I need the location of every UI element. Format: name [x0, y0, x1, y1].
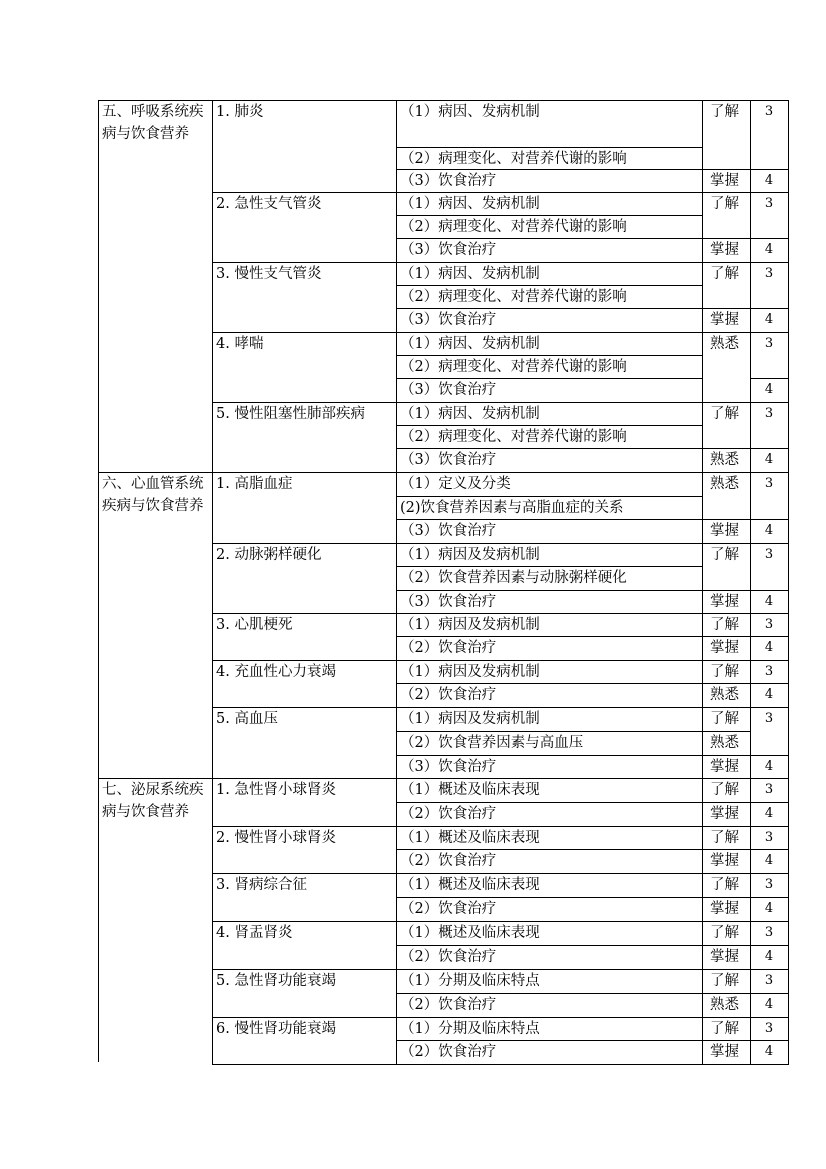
item-text: （2）饮食治疗 — [400, 640, 497, 656]
item-text: （1）病因及发病机制 — [400, 664, 540, 680]
score-cell: 3 — [764, 664, 774, 679]
rule-v — [750, 192, 751, 262]
rule-v — [702, 472, 703, 543]
rule-v — [702, 613, 703, 660]
rule-v — [788, 332, 789, 402]
item-text: （1）概述及临床表现 — [400, 877, 540, 893]
rule-v — [788, 1017, 789, 1064]
rule-v — [750, 969, 751, 1017]
rule-v — [702, 707, 703, 778]
topic-name: 5. 急性肾功能衰竭 — [216, 973, 336, 989]
item-text: （2）饮食治疗 — [400, 997, 497, 1013]
level-cell: 了解 — [710, 973, 739, 989]
item-text: （1）概述及临床表现 — [400, 830, 540, 846]
item-text: （1）病因、发病机制 — [400, 406, 540, 422]
item-text: （2）饮食治疗 — [400, 853, 497, 869]
item-text: （2）饮食营养因素与动脉粥样硬化 — [400, 570, 627, 586]
topic-name: 4. 哮喘 — [216, 336, 264, 352]
topic-name: 3. 慢性支气管炎 — [216, 266, 322, 282]
rule-v — [212, 873, 213, 921]
rule-v — [750, 100, 751, 192]
rule-v — [788, 921, 789, 969]
rule-v — [396, 262, 397, 332]
rule-v — [396, 1017, 397, 1064]
rule-v — [788, 100, 789, 192]
rule-v — [212, 100, 213, 192]
rule-v — [750, 1017, 751, 1064]
rule-v — [788, 778, 789, 826]
rule-v — [98, 100, 99, 1062]
topic-name: 2. 急性支气管炎 — [216, 196, 322, 212]
rule-v — [788, 969, 789, 1017]
section-title: 五、呼吸系统疾病与饮食营养 — [102, 104, 204, 142]
level-cell: 了解 — [710, 406, 739, 422]
score-cell: 3 — [764, 547, 774, 562]
level-cell: 了解 — [710, 830, 739, 846]
rule-v — [396, 921, 397, 969]
level-cell: 了解 — [710, 664, 739, 680]
rule-v — [750, 332, 751, 402]
item-text: （2）病理变化、对营养代谢的影响 — [400, 151, 627, 167]
topic-name: 5. 慢性阻塞性肺部疾病 — [216, 406, 365, 422]
item-text: （1）定义及分类 — [400, 476, 511, 492]
rule-v — [788, 826, 789, 873]
topic-name: 4. 充血性心力衰竭 — [216, 664, 336, 680]
score-cell: 4 — [764, 594, 774, 609]
rule-v — [396, 707, 397, 778]
rule-v — [750, 778, 751, 826]
score-cell: 4 — [764, 901, 774, 916]
item-text: （2）饮食营养因素与高血压 — [400, 735, 584, 751]
rule-v — [788, 192, 789, 262]
item-text: （1）病因及发病机制 — [400, 711, 540, 727]
rule-v — [788, 660, 789, 707]
rule-v — [750, 921, 751, 969]
rule-v — [396, 332, 397, 402]
item-text: （3）饮食治疗 — [400, 173, 497, 189]
rule-v — [212, 192, 213, 262]
level-cell: 掌握 — [710, 312, 739, 328]
rule-v — [396, 192, 397, 262]
topic-name: 3. 肾病综合征 — [216, 877, 307, 893]
topic-name: 1. 肺炎 — [216, 104, 264, 120]
item-text: （3）饮食治疗 — [400, 382, 497, 398]
level-cell: 了解 — [710, 877, 739, 893]
rule-v — [702, 262, 703, 332]
score-cell: 3 — [764, 782, 774, 797]
rule-v — [396, 969, 397, 1017]
item-text: （3）饮食治疗 — [400, 312, 497, 328]
score-cell: 3 — [764, 104, 774, 119]
score-cell: 4 — [764, 640, 774, 655]
level-cell: 了解 — [710, 711, 739, 727]
rule-v — [212, 472, 213, 543]
rule-v — [750, 262, 751, 332]
score-cell: 3 — [764, 336, 774, 351]
score-cell: 4 — [764, 759, 774, 774]
rule-v — [396, 826, 397, 873]
item-text: （3）饮食治疗 — [400, 242, 497, 258]
item-text: （2）饮食治疗 — [400, 949, 497, 965]
rule-v — [212, 613, 213, 660]
rule-v — [750, 660, 751, 707]
rule-v — [212, 707, 213, 778]
score-cell: 4 — [764, 312, 774, 327]
rule-v — [702, 402, 703, 472]
rule-v — [212, 402, 213, 472]
rule-v — [212, 262, 213, 332]
item-text: （1）病因、发病机制 — [400, 104, 540, 120]
level-cell: 掌握 — [710, 523, 739, 539]
item-text: （2）病理变化、对营养代谢的影响 — [400, 359, 627, 375]
topic-name: 5. 高血压 — [216, 711, 278, 727]
level-cell: 了解 — [710, 1021, 739, 1037]
item-text: （1）病因、发病机制 — [400, 266, 540, 282]
item-text: （1）病因、发病机制 — [400, 336, 540, 352]
rule-v — [396, 613, 397, 660]
item-text: （2）饮食治疗 — [400, 687, 497, 703]
score-cell: 4 — [764, 806, 774, 821]
rule-v — [212, 660, 213, 707]
rule-v — [788, 472, 789, 543]
item-text: （3）饮食治疗 — [400, 594, 497, 610]
rule-v — [788, 873, 789, 921]
rule-v — [396, 543, 397, 613]
item-text: （1）概述及临床表现 — [400, 925, 540, 941]
score-cell: 3 — [764, 476, 774, 491]
level-cell: 掌握 — [710, 1044, 739, 1060]
rule-v — [702, 660, 703, 707]
rule-v — [396, 402, 397, 472]
item-text: （1）病因、发病机制 — [400, 196, 540, 212]
rule-v — [396, 100, 397, 192]
level-cell: 了解 — [710, 617, 739, 633]
rule-v — [788, 543, 789, 613]
topic-name: 1. 高脂血症 — [216, 476, 293, 492]
score-cell: 3 — [764, 925, 774, 940]
level-cell: 掌握 — [710, 759, 739, 775]
rule-v — [212, 1017, 213, 1064]
level-cell: 熟悉 — [710, 452, 739, 468]
rule-v — [396, 778, 397, 826]
score-cell: 3 — [764, 266, 774, 281]
item-text: （2）病理变化、对营养代谢的影响 — [400, 429, 627, 445]
score-cell: 4 — [764, 523, 774, 538]
section-title: 七、泌尿系统疾病与饮食营养 — [102, 782, 204, 820]
rule-v — [702, 826, 703, 873]
level-cell: 熟悉 — [710, 997, 739, 1013]
rule-v — [702, 543, 703, 613]
score-cell: 3 — [764, 1021, 774, 1036]
level-cell: 掌握 — [710, 640, 739, 656]
score-cell: 4 — [764, 382, 774, 397]
item-text: （1）病因及发病机制 — [400, 547, 540, 563]
level-cell: 掌握 — [710, 242, 739, 258]
rule-v — [702, 873, 703, 921]
level-cell: 熟悉 — [710, 476, 739, 492]
rule-v — [702, 332, 703, 402]
topic-name: 3. 心肌梗死 — [216, 617, 293, 633]
rule-v — [702, 1017, 703, 1064]
rule-v — [212, 332, 213, 402]
level-cell: 了解 — [710, 104, 739, 120]
score-cell: 3 — [764, 196, 774, 211]
rule-v — [396, 472, 397, 543]
rule-v — [212, 778, 213, 826]
level-cell: 了解 — [710, 547, 739, 563]
score-cell: 4 — [764, 452, 774, 467]
level-cell: 掌握 — [710, 594, 739, 610]
level-cell: 了解 — [710, 782, 739, 798]
item-text: (2)饮食营养因素与高脂血症的关系 — [400, 500, 624, 516]
rule-v — [212, 921, 213, 969]
score-cell: 4 — [764, 687, 774, 702]
topic-name: 4. 肾盂肾炎 — [216, 925, 293, 941]
rule-v — [396, 873, 397, 921]
rule-v — [702, 969, 703, 1017]
rule-v — [702, 192, 703, 262]
rule-v — [788, 707, 789, 778]
item-text: （2）饮食治疗 — [400, 901, 497, 917]
score-cell: 4 — [764, 1044, 774, 1059]
score-cell: 4 — [764, 997, 774, 1012]
topic-name: 1. 急性肾小球肾炎 — [216, 782, 336, 798]
score-cell: 4 — [764, 949, 774, 964]
item-text: （2）饮食治疗 — [400, 1044, 497, 1060]
item-text: （1）病因及发病机制 — [400, 617, 540, 633]
rule-v — [788, 613, 789, 660]
level-cell: 掌握 — [710, 806, 739, 822]
level-cell: 熟悉 — [710, 735, 739, 751]
level-cell: 掌握 — [710, 901, 739, 917]
level-cell: 了解 — [710, 266, 739, 282]
item-text: （1）分期及临床特点 — [400, 1021, 540, 1037]
item-text: （3）饮食治疗 — [400, 452, 497, 468]
item-text: （2）饮食治疗 — [400, 806, 497, 822]
item-text: （2）病理变化、对营养代谢的影响 — [400, 219, 627, 235]
rule-v — [750, 472, 751, 543]
level-cell: 了解 — [710, 196, 739, 212]
rule-v — [702, 921, 703, 969]
score-cell: 3 — [764, 617, 774, 632]
level-cell: 掌握 — [710, 173, 739, 189]
level-cell: 掌握 — [710, 949, 739, 965]
section-title: 六、心血管系统疾病与饮食营养 — [102, 476, 204, 514]
item-text: （3）饮食治疗 — [400, 523, 497, 539]
level-cell: 熟悉 — [710, 687, 739, 703]
rule-v — [396, 660, 397, 707]
rule-v — [750, 402, 751, 472]
rule-v — [750, 873, 751, 921]
rule-v — [788, 262, 789, 332]
rule-v — [212, 543, 213, 613]
score-cell: 4 — [764, 242, 774, 257]
rule-v — [212, 826, 213, 873]
level-cell: 了解 — [710, 925, 739, 941]
item-text: （1）概述及临床表现 — [400, 782, 540, 798]
topic-name: 6. 慢性肾功能衰竭 — [216, 1021, 336, 1037]
topic-name: 2. 慢性肾小球肾炎 — [216, 830, 336, 846]
rule-v — [750, 707, 751, 778]
score-cell: 4 — [764, 853, 774, 868]
rule-v — [702, 100, 703, 192]
rule-v — [750, 826, 751, 873]
score-cell: 3 — [764, 711, 774, 726]
rule-v — [788, 402, 789, 472]
score-cell: 3 — [764, 973, 774, 988]
rule-v — [750, 543, 751, 613]
item-text: （2）病理变化、对营养代谢的影响 — [400, 289, 627, 305]
score-cell: 4 — [764, 173, 774, 188]
rule-v — [750, 613, 751, 660]
rule-h — [212, 1064, 789, 1065]
topic-name: 2. 动脉粥样硬化 — [216, 547, 322, 563]
level-cell: 掌握 — [710, 853, 739, 869]
item-text: （1）分期及临床特点 — [400, 973, 540, 989]
rule-v — [702, 778, 703, 826]
score-cell: 3 — [764, 830, 774, 845]
score-cell: 3 — [764, 877, 774, 892]
item-text: （3）饮食治疗 — [400, 759, 497, 775]
rule-v — [212, 969, 213, 1017]
score-cell: 3 — [764, 406, 774, 421]
level-cell: 熟悉 — [710, 336, 739, 352]
